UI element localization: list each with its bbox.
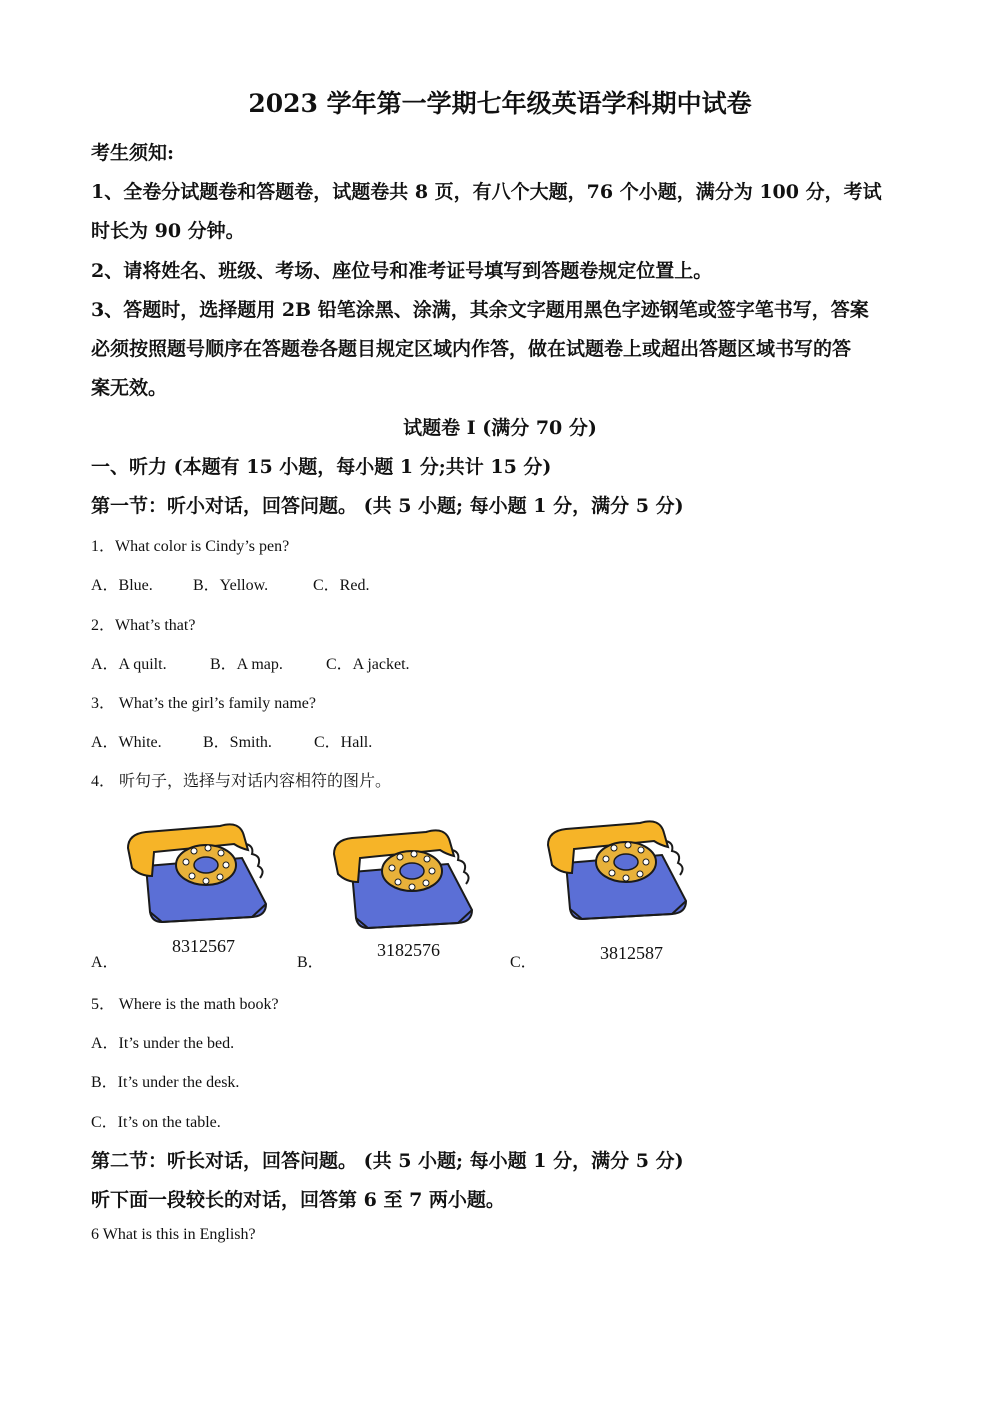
q1-option-b[interactable]: B．Yellow.	[193, 577, 269, 594]
telephone-icon	[330, 824, 480, 934]
q4-option-b-number: 3182576	[377, 940, 440, 960]
telephone-icon	[544, 815, 694, 925]
question-2: 2．What’s that?	[91, 617, 196, 634]
phone-picture-c[interactable]	[544, 815, 694, 925]
section2-heading: 第二节：听长对话，回答问题。 (共 5 小题; 每小题 1 分，满分 5 分)	[91, 1150, 684, 1172]
q5-option-a[interactable]: A．It’s under the bed.	[91, 1035, 235, 1052]
notice-line-3c: 案无效。	[91, 377, 168, 399]
q3-option-a[interactable]: A．White.	[91, 734, 162, 751]
question-4: 4． 听句子，选择与对话内容相符的图片。	[91, 773, 392, 790]
notice-line-3a: 3、答题时，选择题用 2B 铅笔涂黑、涂满，其余文字题用黑色字迹钢笔或签字笔书写，答案	[91, 299, 869, 321]
notice-line-3b: 必须按照题号顺序在答题卷各题目规定区域内作答，做在试题卷上或超出答题区域书写的答	[91, 338, 852, 360]
exam-title: 2023 学年第一学期七年级英语学科期中试卷	[248, 89, 752, 118]
notice-line-1a: 1、全卷分试题卷和答题卷，试题卷共 8 页，有八个大题，76 个小题，满分为 100 分，考试	[91, 181, 882, 203]
section2-instruction: 听下面一段较长的对话，回答第 6 至 7 两小题。	[91, 1189, 505, 1211]
q4-option-c-label[interactable]: C．	[510, 954, 537, 971]
q2-option-c[interactable]: C．A jacket.	[326, 656, 410, 673]
q1-option-a[interactable]: A．Blue.	[91, 577, 153, 594]
q4-option-b-label[interactable]: B．	[297, 954, 324, 971]
notice-line-2: 2、请将姓名、班级、考场、座位号和准考证号填写到答题卷规定位置上。	[91, 260, 713, 282]
phone-picture-a[interactable]	[124, 818, 274, 928]
question-1-options	[91, 572, 369, 595]
question-5: 5． Where is the math book?	[91, 996, 279, 1013]
q5-option-c[interactable]: C．It’s on the table.	[91, 1114, 221, 1131]
section1-heading: 第一节：听小对话，回答问题。 (共 5 小题; 每小题 1 分，满分 5 分)	[91, 495, 684, 517]
q4-option-a-label[interactable]: A．	[91, 954, 119, 971]
q4-option-a-number: 8312567	[172, 936, 235, 956]
question-3: 3． What’s the girl’s family name?	[91, 695, 316, 712]
q5-option-b[interactable]: B．It’s under the desk.	[91, 1074, 240, 1091]
question-3-options	[91, 729, 372, 752]
part1-heading: 一、听力 (本题有 15 小题，每小题 1 分;共计 15 分)	[91, 456, 552, 478]
question-6: 6 What is this in English?	[91, 1226, 256, 1243]
paper-heading: 试题卷 I (满分 70 分)	[403, 417, 597, 439]
question-2-options	[91, 651, 410, 674]
phone-picture-b[interactable]	[330, 824, 480, 934]
notice-heading: 考生须知:	[91, 142, 175, 164]
q3-option-c[interactable]: C．Hall.	[314, 734, 373, 751]
q1-option-c[interactable]: C．Red.	[313, 577, 370, 594]
notice-line-1b: 时长为 90 分钟。	[91, 220, 245, 242]
q4-option-c-number: 3812587	[600, 943, 663, 963]
q2-option-b[interactable]: B．A map.	[210, 656, 283, 673]
telephone-icon	[124, 818, 274, 928]
question-1: 1．What color is Cindy’s pen?	[91, 538, 290, 555]
q2-option-a[interactable]: A．A quilt.	[91, 656, 167, 673]
q3-option-b[interactable]: B．Smith.	[203, 734, 272, 751]
